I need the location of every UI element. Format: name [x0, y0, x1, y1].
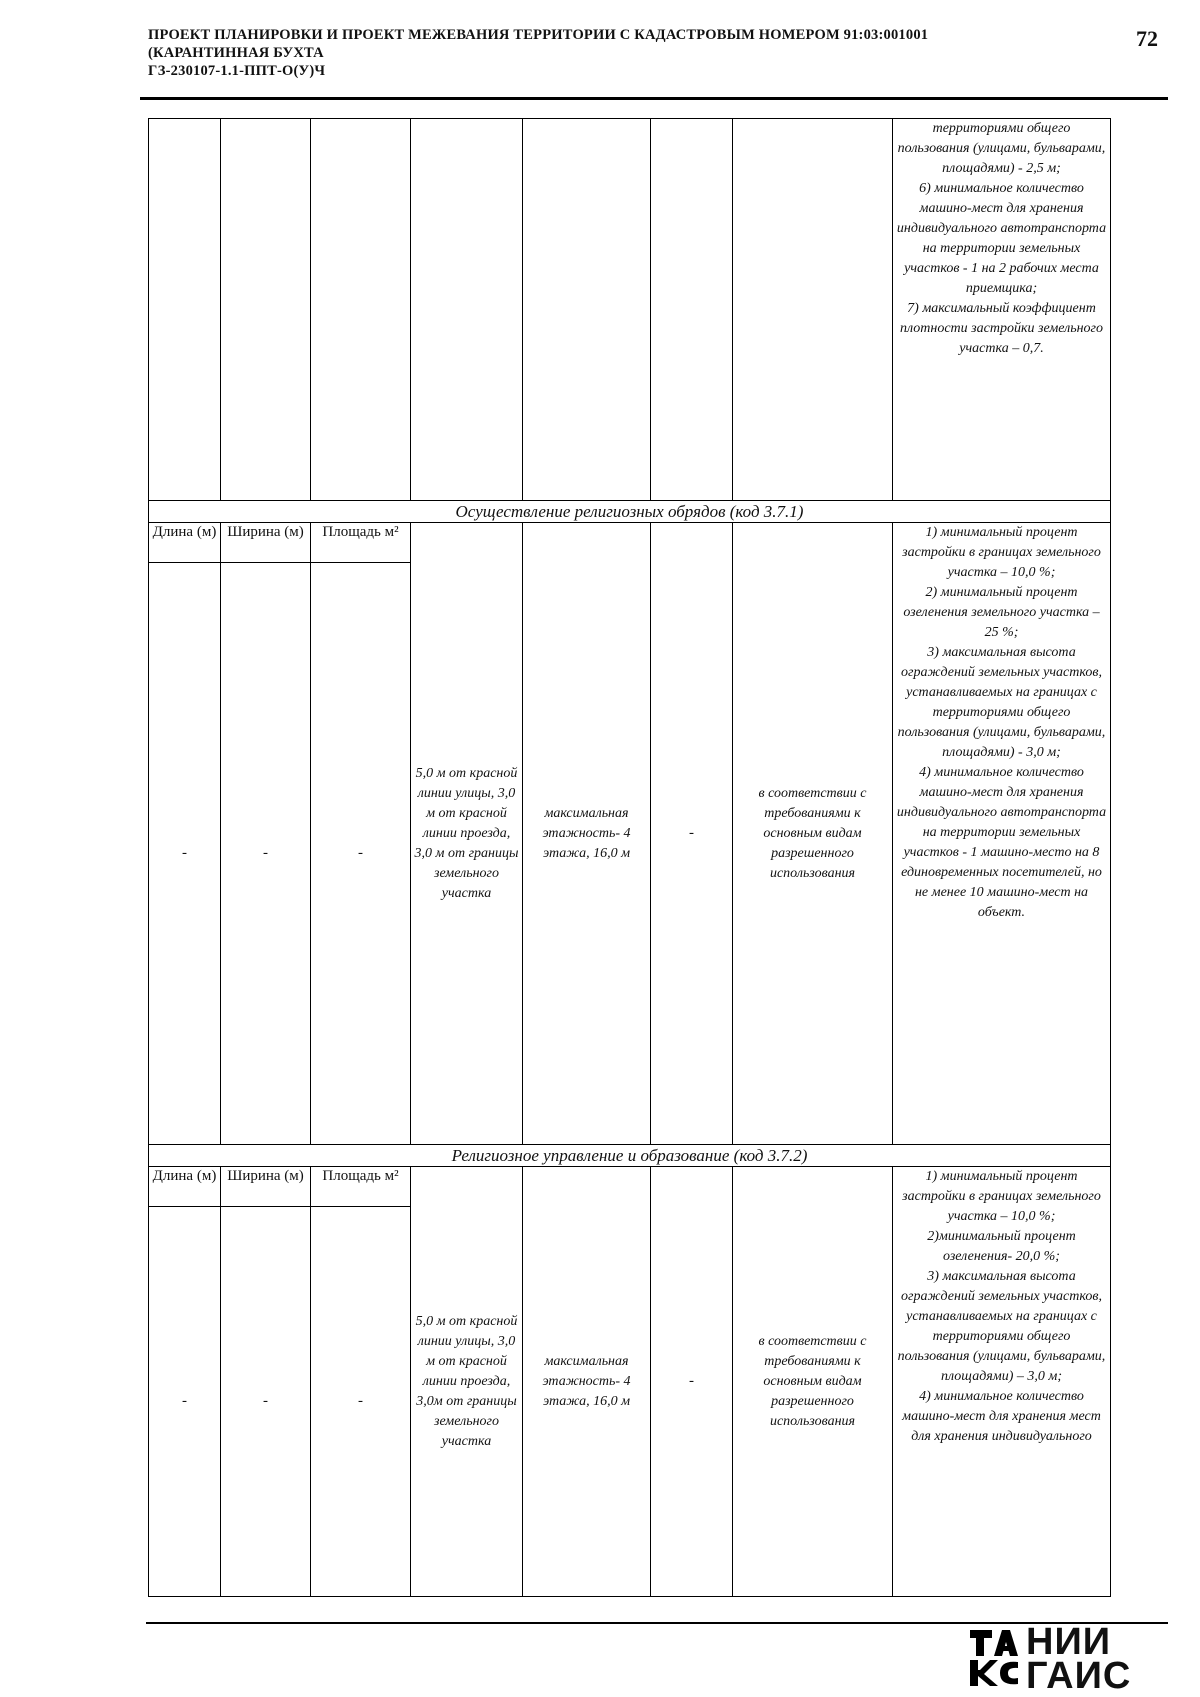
area-cell: - [311, 563, 411, 1145]
continuation-params: территориями общего пользования (улицами, бульварами, площадями) - 2,5 м; 6) минимальное количество машино-мест для хранения индивидуального автотранспорта на территории земельных участков - 1 на 2 рабочих места приемщика; 7) максимальный коэффициент плотности застройки земельного участка – 0,7. [893, 119, 1111, 501]
header-code: ГЗ-230107-1.1-ППТ-О(У)Ч [148, 63, 326, 79]
height-cell: максимальная этажность- 4 этажа, 16,0 м [523, 523, 651, 1145]
document-header [148, 26, 1108, 80]
header-rule [140, 97, 1168, 100]
institute-logo [968, 1620, 1168, 1697]
width-cell: - [221, 1207, 311, 1597]
setback-cell: 5,0 м от красной линии улицы, 3,0 м от красной линии проезда, 3,0 м от границы земельного участка [411, 523, 523, 1145]
col6-cell: - [651, 1167, 733, 1597]
section-title-row [149, 1145, 1111, 1167]
area-cell: - [311, 1207, 411, 1597]
length-cell: - [149, 563, 221, 1145]
continuation-row [149, 119, 1111, 501]
col-length-header: Длина (м) [149, 523, 221, 563]
col-length-header: Длина (м) [149, 1167, 221, 1207]
col-width-header: Ширина (м) [221, 1167, 311, 1207]
section-title-row [149, 501, 1111, 523]
logo-text-line1: НИИ [1026, 1621, 1112, 1663]
col6-cell: - [651, 523, 733, 1145]
section-title: Осуществление религиозных обрядов (код 3.7.1) [149, 501, 1111, 523]
col-area-header: Площадь м² [311, 523, 411, 563]
section-title: Религиозное управление и образование (код 3.7.2) [149, 1145, 1111, 1167]
regulations-table [148, 118, 1111, 1597]
length-cell: - [149, 1207, 221, 1597]
page-number: 72 [1136, 26, 1158, 51]
other-use-cell: в соответствии с требованиями к основным видам разрешенного использования [733, 523, 893, 1145]
setback-cell: 5,0 м от красной линии улицы, 3,0 м от красной линии проезда, 3,0м от границы земельного участка [411, 1167, 523, 1597]
header-title-line1: ПРОЕКТ ПЛАНИРОВКИ И ПРОЕКТ МЕЖЕВАНИЯ ТЕРРИТОРИИ С КАДАСТРОВЫМ НОМЕРОМ 91:03:001001 [148, 27, 929, 43]
header-title-line2: (КАРАНТИННАЯ БУХТА [148, 45, 324, 61]
other-use-cell: в соответствии с требованиями к основным видам разрешенного использования [733, 1167, 893, 1597]
section-subheader-row [149, 523, 1111, 563]
width-cell: - [221, 563, 311, 1145]
height-cell: максимальная этажность- 4 этажа, 16,0 м [523, 1167, 651, 1597]
params-cell: 1) минимальный процент застройки в границах земельного участка – 10,0 %; 2) минимальный процент озеленения земельного участка – 25 %; 3) максимальная высота ограждений земельных участков, устанавливаемых на границах с территориями общего пользования (улицами, бульварами, площадями) - 3,0 м; 4) минимальное количество машино-мест для хранения индивидуального автотранспорта на территории земельных участков - 1 машино-место на 8 единовременных посетителей, но не менее 10 машино-мест на объект. [893, 523, 1111, 1145]
col-area-header: Площадь м² [311, 1167, 411, 1207]
params-cell: 1) минимальный процент застройки в границах земельного участка – 10,0 %; 2)минимальный процент озеленения- 20,0 %; 3) максимальная высота ограждений земельных участков, устанавливаемых на границах с территориями общего пользования (улицами, бульварами, площадями) – 3,0 м; 4) минимальное количество машино-мест для хранения мест для хранения индивидуального [893, 1167, 1111, 1597]
col-width-header: Ширина (м) [221, 523, 311, 563]
section-subheader-row [149, 1167, 1111, 1207]
logo-text-line2: ГАИС [1026, 1655, 1132, 1697]
logo-mark-icon [968, 1628, 1020, 1688]
